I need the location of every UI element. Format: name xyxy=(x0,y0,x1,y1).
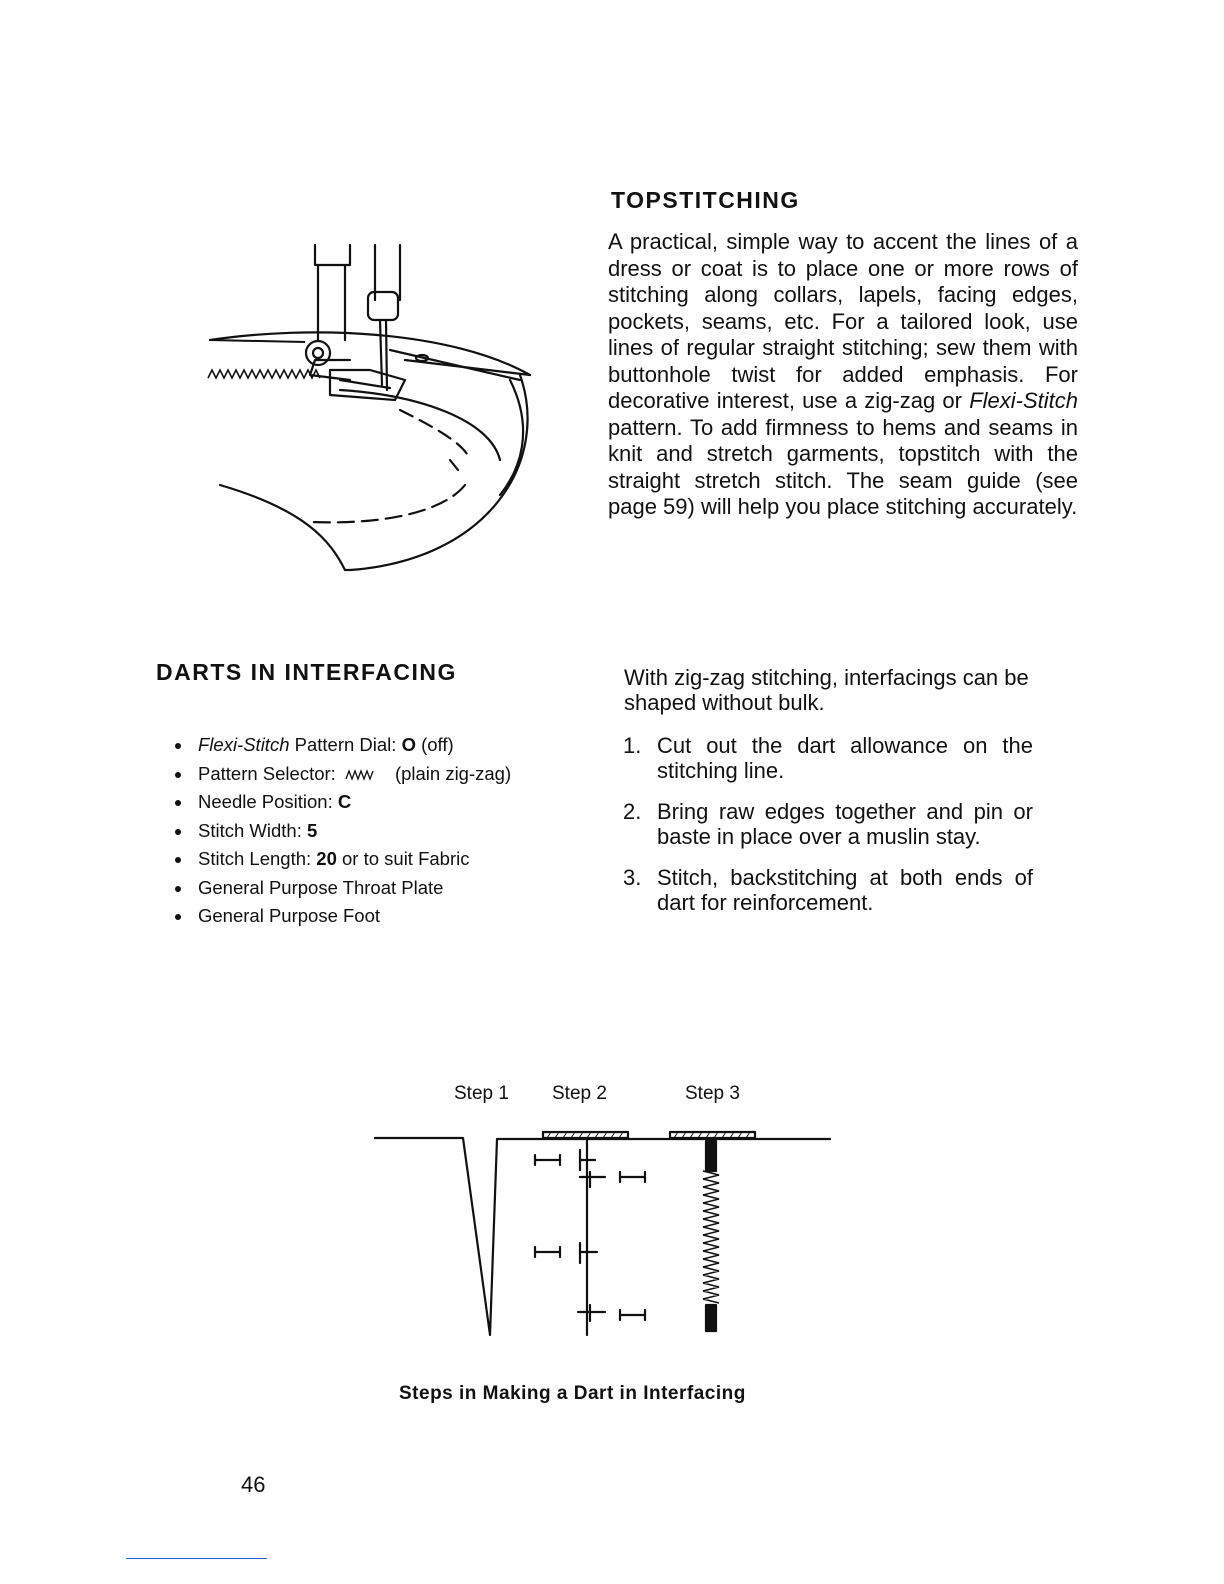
diagram-caption: Steps in Making a Dart in Interfacing xyxy=(399,1383,746,1404)
setting-pattern-dial: Flexi-Stitch Pattern Dial: O (off) xyxy=(173,731,511,760)
darts-intro: With zig-zag stitching, interfacings can be shaped without bulk. xyxy=(624,665,1029,715)
page-number: 46 xyxy=(241,1472,266,1497)
setting-throat-plate: General Purpose Throat Plate xyxy=(173,874,511,903)
darts-heading: DARTS IN INTERFACING xyxy=(156,659,457,685)
footer-link-underline xyxy=(126,1558,267,1559)
dart-steps-diagram xyxy=(375,1125,840,1345)
step-2-label: Step 2 xyxy=(552,1083,607,1104)
machine-settings-list xyxy=(173,731,511,931)
flexi-stitch-italic: Flexi-Stitch xyxy=(969,388,1078,413)
step-3-label: Step 3 xyxy=(685,1083,740,1104)
step-item-2: 2. Bring raw edges together and pin or baste in place over a muslin stay. xyxy=(623,799,1033,849)
setting-stitch-width: Stitch Width: 5 xyxy=(173,817,511,846)
setting-stitch-length: Stitch Length: 20 or to suit Fabric xyxy=(173,845,511,874)
step-item-3: 3. Stitch, backstitching at both ends of dart for reinforcement. xyxy=(623,865,1033,915)
step-1-label: Step 1 xyxy=(454,1083,509,1104)
darts-steps-list xyxy=(623,733,1033,931)
topstitching-paragraph: A practical, simple way to accent the lines of a dress or coat is to place one or more rows of stitching along collars, lapels, facing edges, pockets, seams, etc. For a tailored look, use lines of regular straight stitching; sew them with buttonhole twist for added emphasis. For decorative interest, use a zig-zag or Flexi-Stitch pattern. To add firmness to hems and seams in knit and stretch garments, topstitch with the straight stretch stitch. The seam guide (see page 59) will help you place stitching accurately. xyxy=(608,229,1078,519)
step-item-1: 1. Cut out the dart allowance on the stitching line. xyxy=(623,733,1033,783)
topstitching-illustration xyxy=(190,230,550,590)
setting-pattern-selector: Pattern Selector: (plain zig-zag) xyxy=(173,760,511,789)
setting-needle-position: Needle Position: C xyxy=(173,788,511,817)
setting-foot: General Purpose Foot xyxy=(173,902,511,931)
topstitching-heading: TOPSTITCHING xyxy=(611,187,800,213)
zigzag-pattern-icon xyxy=(345,769,375,781)
